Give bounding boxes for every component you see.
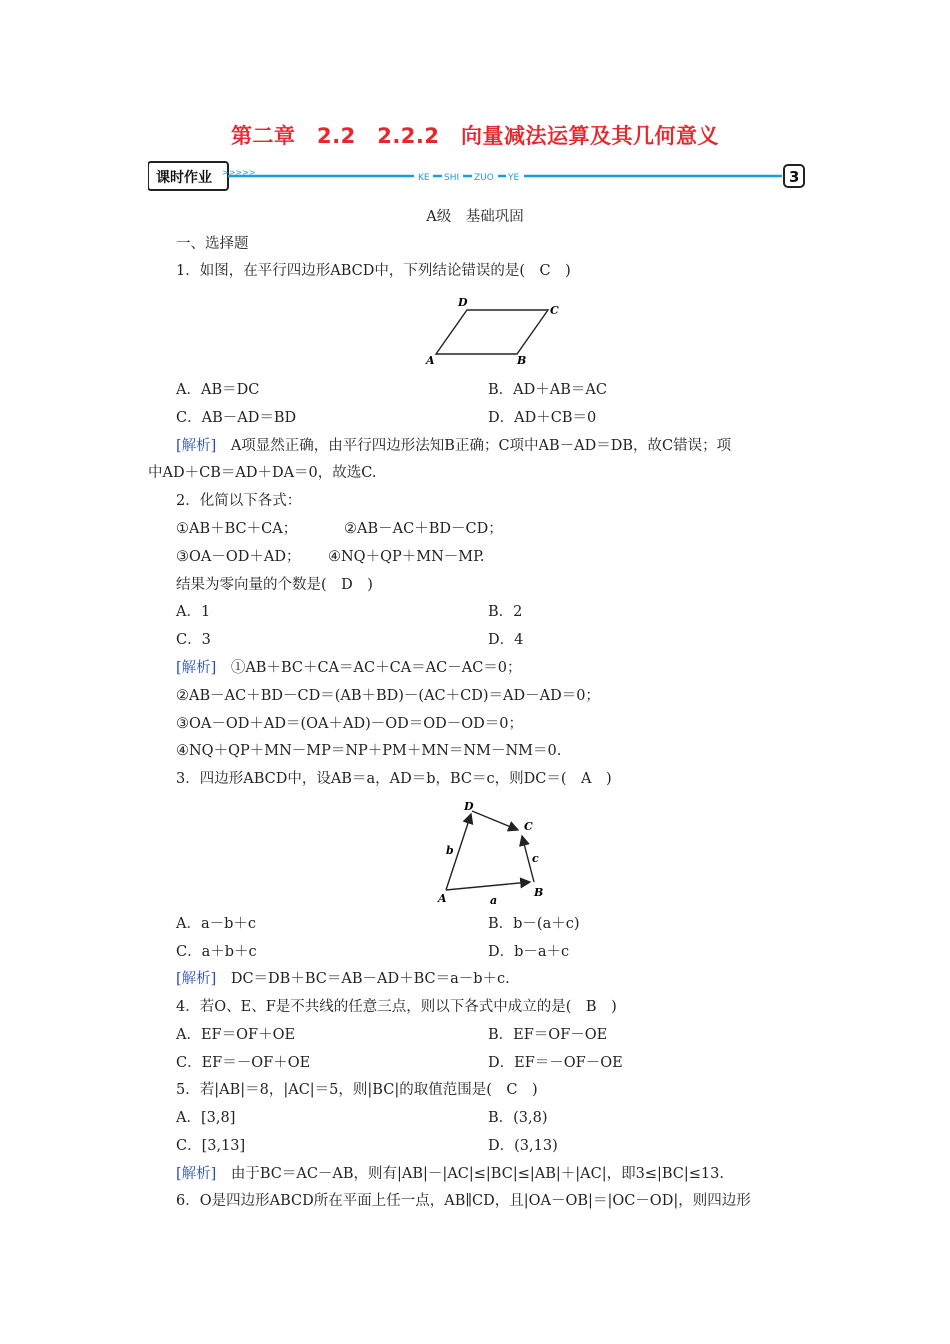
q2-option-b: B．2 <box>488 604 523 620</box>
q2-analysis-line2: ②AB－AC＋BD－CD＝(AB＋BD)－(AC＋CD)＝AD－AD＝0； <box>176 688 600 704</box>
analysis-tag: [解析] <box>176 1166 217 1182</box>
q1-label-D: D <box>458 296 468 309</box>
q2-expr-1: ①AB＋BC＋CA； <box>176 521 298 537</box>
level-heading: A级 基础巩固 <box>426 209 524 225</box>
q3-label-b: b <box>446 844 454 857</box>
banner-pinyin-3: ZUO <box>474 173 494 183</box>
q5-stem: 5．若|AB|＝8，|AC|＝5，则|BC|的取值范围是( C ) <box>176 1082 538 1098</box>
q1-label-B: B <box>517 354 527 367</box>
q5-option-a: A．[3,8] <box>176 1110 236 1126</box>
q4-option-c: C．EF＝－OF＋OE <box>176 1055 311 1071</box>
q2-expr-4: ④NQ＋QP＋MN－MP. <box>328 549 485 565</box>
q2-question: 结果为零向量的个数是( D ) <box>176 577 373 593</box>
q3-option-c: C．a＋b＋c <box>176 944 257 960</box>
q4-option-b: B．EF＝OF－OE <box>488 1027 608 1043</box>
q1-label-C: C <box>550 304 559 317</box>
q5-analysis-text: 由于BC＝AC－AB，则有|AB|－|AC|≤|BC|≤|AB|＋|AC|，即3≤|BC|≤13. <box>216 1166 724 1182</box>
q4-option-a: A．EF＝OF＋OE <box>176 1027 296 1043</box>
banner-pinyin-1: KE <box>418 173 430 183</box>
vector-dc-arrow <box>472 811 518 830</box>
q3-label-a: a <box>490 894 498 907</box>
q2-analysis-line4: ④NQ＋QP＋MN－MP＝NP＋PM＋MN＝NM－NM＝0. <box>176 743 562 759</box>
q3-label-c: c <box>532 852 539 865</box>
q3-option-b: B．b－(a＋c) <box>488 916 580 932</box>
q2-option-d: D．4 <box>488 632 524 648</box>
q2-stem: 2．化简以下各式： <box>176 493 302 509</box>
q3-quadrilateral-figure <box>434 798 554 908</box>
analysis-tag: [解析] <box>176 438 217 454</box>
q1-option-a: A．AB＝DC <box>176 382 260 398</box>
q2-analysis <box>176 658 522 678</box>
homework-banner <box>148 160 808 192</box>
q1-option-c: C．AB－AD＝BD <box>176 410 297 426</box>
q3-label-B: B <box>534 886 544 899</box>
q3-label-A: A <box>438 892 447 905</box>
q1-label-A: A <box>426 354 435 367</box>
q1-analysis-text: A项显然正确，由平行四边形法知B正确；C项中AB－AD＝DB，故C错误；项 <box>216 438 732 454</box>
q2-analysis-text: ①AB＋BC＋CA＝AC＋CA＝AC－AC＝0； <box>216 660 522 676</box>
q5-option-d: D．(3,13) <box>488 1138 558 1154</box>
q3-label-D: D <box>464 800 474 813</box>
q3-stem: 3．四边形ABCD中，设AB＝a，AD＝b，BC＝c，则DC＝( A ) <box>176 771 612 787</box>
section-heading: 一、选择题 <box>176 236 249 252</box>
q2-option-a: A．1 <box>176 604 211 620</box>
q1-parallelogram-figure <box>420 292 570 368</box>
analysis-tag: [解析] <box>176 971 217 987</box>
q4-option-d: D．EF＝－OF－OE <box>488 1055 623 1071</box>
q5-option-c: C．[3,13] <box>176 1138 246 1154</box>
vector-a-arrow <box>446 882 530 890</box>
q3-option-a: A．a－b＋c <box>176 916 257 932</box>
q1-option-b: B．AD＋AB＝AC <box>488 382 607 398</box>
q4-stem: 4．若O、E、F是不共线的任意三点，则以下各式中成立的是( B ) <box>176 999 617 1015</box>
banner-label: 课时作业 <box>156 170 212 186</box>
q6-stem: 6．O是四边形ABCD所在平面上任一点，AB∥CD，且|OA－OB|＝|OC－OD|，则四边形 <box>176 1193 751 1209</box>
banner-pinyin-4: YE <box>508 173 520 183</box>
banner-arrows: >>>>> <box>222 168 256 177</box>
q5-option-b: B．(3,8) <box>488 1110 548 1126</box>
parallelogram-shape <box>436 310 548 354</box>
q3-label-C: C <box>524 820 533 833</box>
q1-analysis <box>176 436 731 456</box>
q1-analysis-line2: 中AD＋CB＝AD＋DA＝0，故选C. <box>148 465 377 481</box>
banner-pinyin-2: SHI <box>444 173 460 183</box>
analysis-tag: [解析] <box>176 660 217 676</box>
q2-expr-3: ③OA－OD＋AD； <box>176 549 301 565</box>
q3-analysis-text: DC＝DB＋BC＝AB－AD＋BC＝a－b＋c. <box>216 971 510 987</box>
q5-analysis <box>176 1164 724 1184</box>
q2-analysis-line3: ③OA－OD＋AD＝(OA＋AD)－OD＝OD－OD＝0； <box>176 716 524 732</box>
q3-option-d: D．b－a＋c <box>488 944 570 960</box>
q2-expr-2: ②AB－AC＋BD－CD； <box>344 521 503 537</box>
q1-stem: 1．如图，在平行四边形ABCD中，下列结论错误的是( C ) <box>176 263 571 279</box>
q3-analysis <box>176 969 510 989</box>
q1-option-d: D．AD＋CB＝0 <box>488 410 597 426</box>
q2-option-c: C．3 <box>176 632 211 648</box>
chapter-title: 第二章 2.2 2.2.2 向量减法运算及其几何意义 <box>231 124 719 148</box>
banner-number: 3 <box>789 168 800 186</box>
